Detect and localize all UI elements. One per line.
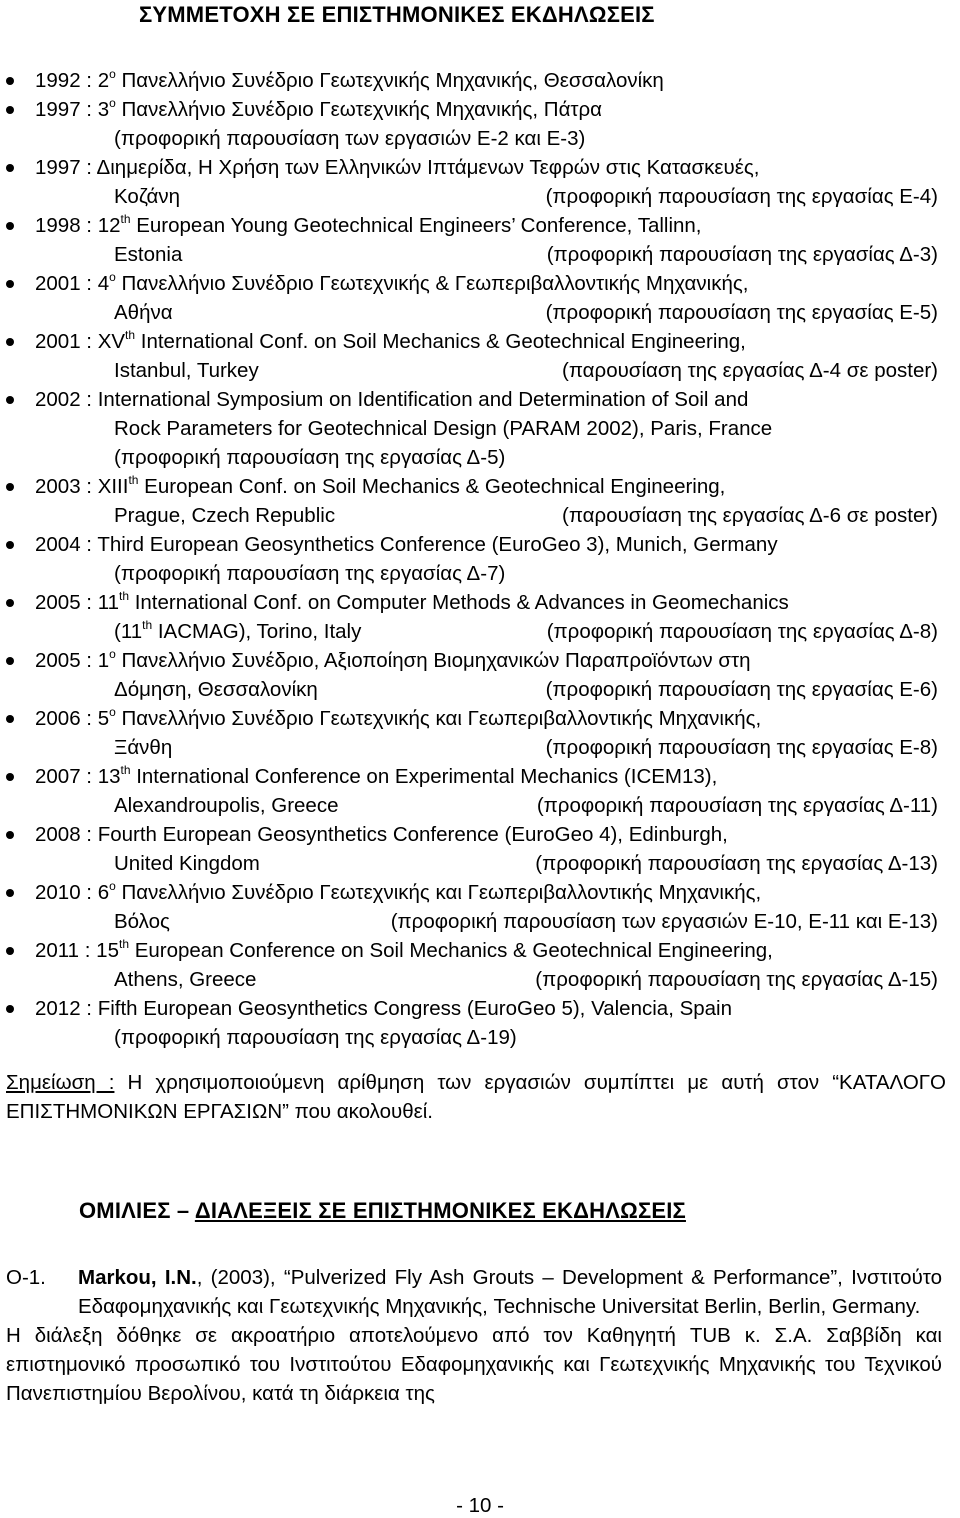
entry-location-row xyxy=(35,182,938,211)
conference-entry xyxy=(0,762,960,820)
entry-location: Prague, Czech Republic xyxy=(114,504,336,527)
entry-line-1: 2001 : XVth International Conf. on Soil Mechanics & Geotechnical Engineering, xyxy=(35,328,746,353)
entry-line-1: 2001 : $4^o$ Πανελλήνιο Συνέδριο Γεωτεχνικής & Γεωπεριβαλλοντικής Μηχανικής, xyxy=(35,270,749,295)
entry-line-1: 2008 : Fourth European Geosynthetics Conference (EuroGeo 4), Edinburgh, xyxy=(35,823,728,846)
conference-entry xyxy=(0,878,960,936)
bullet-icon xyxy=(6,831,14,839)
entry-location-row xyxy=(35,617,938,646)
entry-presentation: (προφορική παρουσίαση της εργασίας Ε-4) xyxy=(545,185,938,208)
entry-location-row xyxy=(35,298,938,327)
entry-location: Athens, Greece xyxy=(114,968,257,991)
entry-continuation: (προφορική παρουσίαση της εργασίας Δ-5) xyxy=(114,446,506,469)
bullet-icon xyxy=(6,1005,14,1013)
entry-location: Estonia xyxy=(114,243,183,266)
talk-citation xyxy=(78,1263,942,1321)
entry-location-row xyxy=(35,965,938,994)
entry-continuation: (προφορική παρουσίαση της εργασίας Δ-19) xyxy=(114,1026,517,1049)
entry-line-1: 2005 : $1^o$ Πανελλήνιο Συνέδριο, Αξιοποίηση Βιομηχανικών Παραπροϊόντων στη xyxy=(35,647,751,672)
talk-author: Markou, I.N. xyxy=(78,1266,197,1289)
entry-line-1: 1997 : Διημερίδα, Η Χρήση των Ελληνικών Ιπτάμενων Τεφρών στις Κατασκευές, xyxy=(35,156,760,179)
bullet-icon xyxy=(6,483,14,491)
conference-entry xyxy=(0,936,960,994)
entry-line-1: 1992 : $2^o$ Πανελλήνιο Συνέδριο Γεωτεχνικής Μηχανικής, Θεσσαλονίκη xyxy=(35,67,664,92)
entry-line-1: 2003 : XIIIth European Conf. on Soil Mechanics & Geotechnical Engineering, xyxy=(35,473,726,498)
entry-line-1: 2007 : 13th International Conference on Experimental Mechanics (ICEM13), xyxy=(35,763,718,788)
bullet-icon xyxy=(6,657,14,665)
entry-location-row xyxy=(35,675,938,704)
conference-entry xyxy=(0,385,960,472)
talk-paragraph: Η διάλεξη δόθηκε σε ακροατήριο αποτελούμενο από τον Καθηγητή TUB κ. Σ.Α. Σαββίδη και επιστημονικό προσωπικό του Ινστιτούτου Εδαφομηχανικής και Γεωτεχνικής Μηχανικής του Τεχνικού Πανεπιστημίου Βερολίνου, κατά τη διάρκεια της xyxy=(6,1324,942,1405)
entry-location-row xyxy=(35,907,938,936)
entry-location: Βόλος xyxy=(114,910,170,933)
entry-presentation: (προφορική παρουσίαση της εργασίας Ε-5) xyxy=(545,301,938,324)
entry-line-1: 2011 : 15th European Conference on Soil Mechanics & Geotechnical Engineering, xyxy=(35,937,773,962)
entry-line-1: 2010 : $6^o$ Πανελλήνιο Συνέδριο Γεωτεχνικής και Γεωπεριβαλλοντικής Μηχανικής, xyxy=(35,879,762,904)
section-title-talks xyxy=(79,1198,686,1224)
entry-presentation: (προφορική παρουσίαση της εργασίας Ε-6) xyxy=(545,678,938,701)
conference-entry xyxy=(0,530,960,588)
talks-list xyxy=(6,1263,942,1408)
entry-line-1: 2005 : 11th International Conf. on Computer Methods & Advances in Geomechanics xyxy=(35,589,789,614)
bullet-icon xyxy=(6,541,14,549)
note-label: Σημείωση : xyxy=(6,1071,115,1094)
entry-presentation: (προφορική παρουσίαση της εργασίας Δ-15) xyxy=(535,968,938,991)
bullet-icon xyxy=(6,715,14,723)
conference-list xyxy=(0,66,960,1052)
entry-presentation: (προφορική παρουσίαση της εργασίας Δ-13) xyxy=(535,852,938,875)
note-text: Η χρησιμοποιούμενη αρίθμηση των εργασιών συμπίπτει με αυτή στον “ΚΑΤΑΛΟΓΟ ΕΠΙΣΤΗΜΟΝΙΚΩΝ ΕΡΓΑΣΙΩΝ” που ακολουθεί. xyxy=(6,1071,946,1123)
conference-entry xyxy=(0,588,960,646)
entry-presentation: (προφορική παρουσίαση της εργασίας Δ-3) xyxy=(546,243,938,266)
talk-item xyxy=(6,1263,942,1321)
entry-continuation: (προφορική παρουσίαση των εργασιών Ε-2 και Ε-3) xyxy=(114,127,586,150)
page-number: - 10 - xyxy=(456,1494,504,1517)
entry-line-1: 1997 : $3^o$ Πανελλήνιο Συνέδριο Γεωτεχνικής Μηχανικής, Πάτρα xyxy=(35,96,603,121)
bullet-icon xyxy=(6,77,14,85)
entry-location: Ξάνθη xyxy=(114,736,173,759)
bullet-icon xyxy=(6,889,14,897)
entry-line-1: 2006 : $5^o$ Πανελλήνιο Συνέδριο Γεωτεχνικής και Γεωπεριβαλλοντικής Μηχανικής, xyxy=(35,705,762,730)
entry-location: Alexandroupolis, Greece xyxy=(114,794,339,817)
entry-presentation: (παρουσίαση της εργασίας Δ-4 σε poster) xyxy=(562,359,938,382)
conference-entry xyxy=(0,66,960,95)
conference-entry xyxy=(0,211,960,269)
conference-entry xyxy=(0,269,960,327)
bullet-icon xyxy=(6,280,14,288)
entry-location-row xyxy=(35,501,938,530)
entry-location: Istanbul, Turkey xyxy=(114,359,259,382)
entry-line-1: 2012 : Fifth European Geosynthetics Congress (EuroGeo 5), Valencia, Spain xyxy=(35,997,733,1020)
note-paragraph xyxy=(6,1068,946,1126)
conference-entry xyxy=(0,994,960,1052)
bullet-icon xyxy=(6,106,14,114)
talk-text: , (2003), “Pulverized Fly Ash Grouts – Development & Performance”, Ινστιτούτο Εδαφομηχανικής και Γεωτεχνικής Μηχανικής, Technische Universitat Berlin, Berlin, Germany. xyxy=(78,1266,942,1318)
entry-line-1: 1998 : 12th European Young Geotechnical Engineers’ Conference, Tallinn, xyxy=(35,212,702,237)
entry-location-row xyxy=(35,733,938,762)
bullet-icon xyxy=(6,222,14,230)
conference-entry xyxy=(0,646,960,704)
conference-entry xyxy=(0,153,960,211)
entry-location: (11th IACMAG), Torino, Italy xyxy=(114,618,362,643)
entry-line-1: 2004 : Third European Geosynthetics Conference (EuroGeo 3), Munich, Germany xyxy=(35,533,778,556)
entry-presentation: (προφορική παρουσίαση της εργασίας Δ-11) xyxy=(536,794,938,817)
entry-continuation: (προφορική παρουσίαση της εργασίας Δ-7) xyxy=(114,562,506,585)
bullet-icon xyxy=(6,396,14,404)
bullet-icon xyxy=(6,338,14,346)
bullet-icon xyxy=(6,164,14,172)
entry-presentation: (παρουσίαση της εργασίας Δ-6 σε poster) xyxy=(562,504,938,527)
conference-entry xyxy=(0,704,960,762)
entry-location: Αθήνα xyxy=(114,301,173,324)
entry-line-1: 2002 : International Symposium on Identification and Determination of Soil and xyxy=(35,388,749,411)
entry-location-row xyxy=(35,849,938,878)
section-title-part-a: ΟΜΙΛΙΕΣ – xyxy=(79,1198,195,1223)
talk-number: Ο-1. xyxy=(6,1266,46,1289)
entry-location-row xyxy=(35,791,938,820)
entry-location: United Kingdom xyxy=(114,852,260,875)
bullet-icon xyxy=(6,947,14,955)
conference-entry xyxy=(0,472,960,530)
entry-continuation: Rock Parameters for Geotechnical Design (PARAM 2002), Paris, France xyxy=(114,417,773,440)
conference-entry xyxy=(0,327,960,385)
entry-presentation: (προφορική παρουσίαση της εργασίας Δ-8) xyxy=(546,620,938,643)
entry-presentation: (προφορική παρουσίαση των εργασιών Ε-10, Ε-11 και Ε-13) xyxy=(390,910,938,933)
section-title-part-b: ΔΙΑΛΕΞΕΙΣ ΣΕ ΕΠΙΣΤΗΜΟΝΙΚΕΣ ΕΚΔΗΛΩΣΕΙΣ xyxy=(194,1198,686,1223)
entry-location: Κοζάνη xyxy=(114,185,180,208)
bullet-icon xyxy=(6,599,14,607)
entry-location-row xyxy=(35,356,938,385)
page-title: ΣΥΜΜΕΤΟΧΗ ΣΕ ΕΠΙΣΤΗΜΟΝΙΚΕΣ ΕΚΔΗΛΩΣΕΙΣ xyxy=(139,2,655,27)
bullet-icon xyxy=(6,773,14,781)
conference-entry xyxy=(0,95,960,153)
conference-entry xyxy=(0,820,960,878)
entry-location: Δόμηση, Θεσσαλονίκη xyxy=(114,678,318,701)
entry-location-row xyxy=(35,240,938,269)
entry-presentation: (προφορική παρουσίαση της εργασίας Ε-8) xyxy=(545,736,938,759)
